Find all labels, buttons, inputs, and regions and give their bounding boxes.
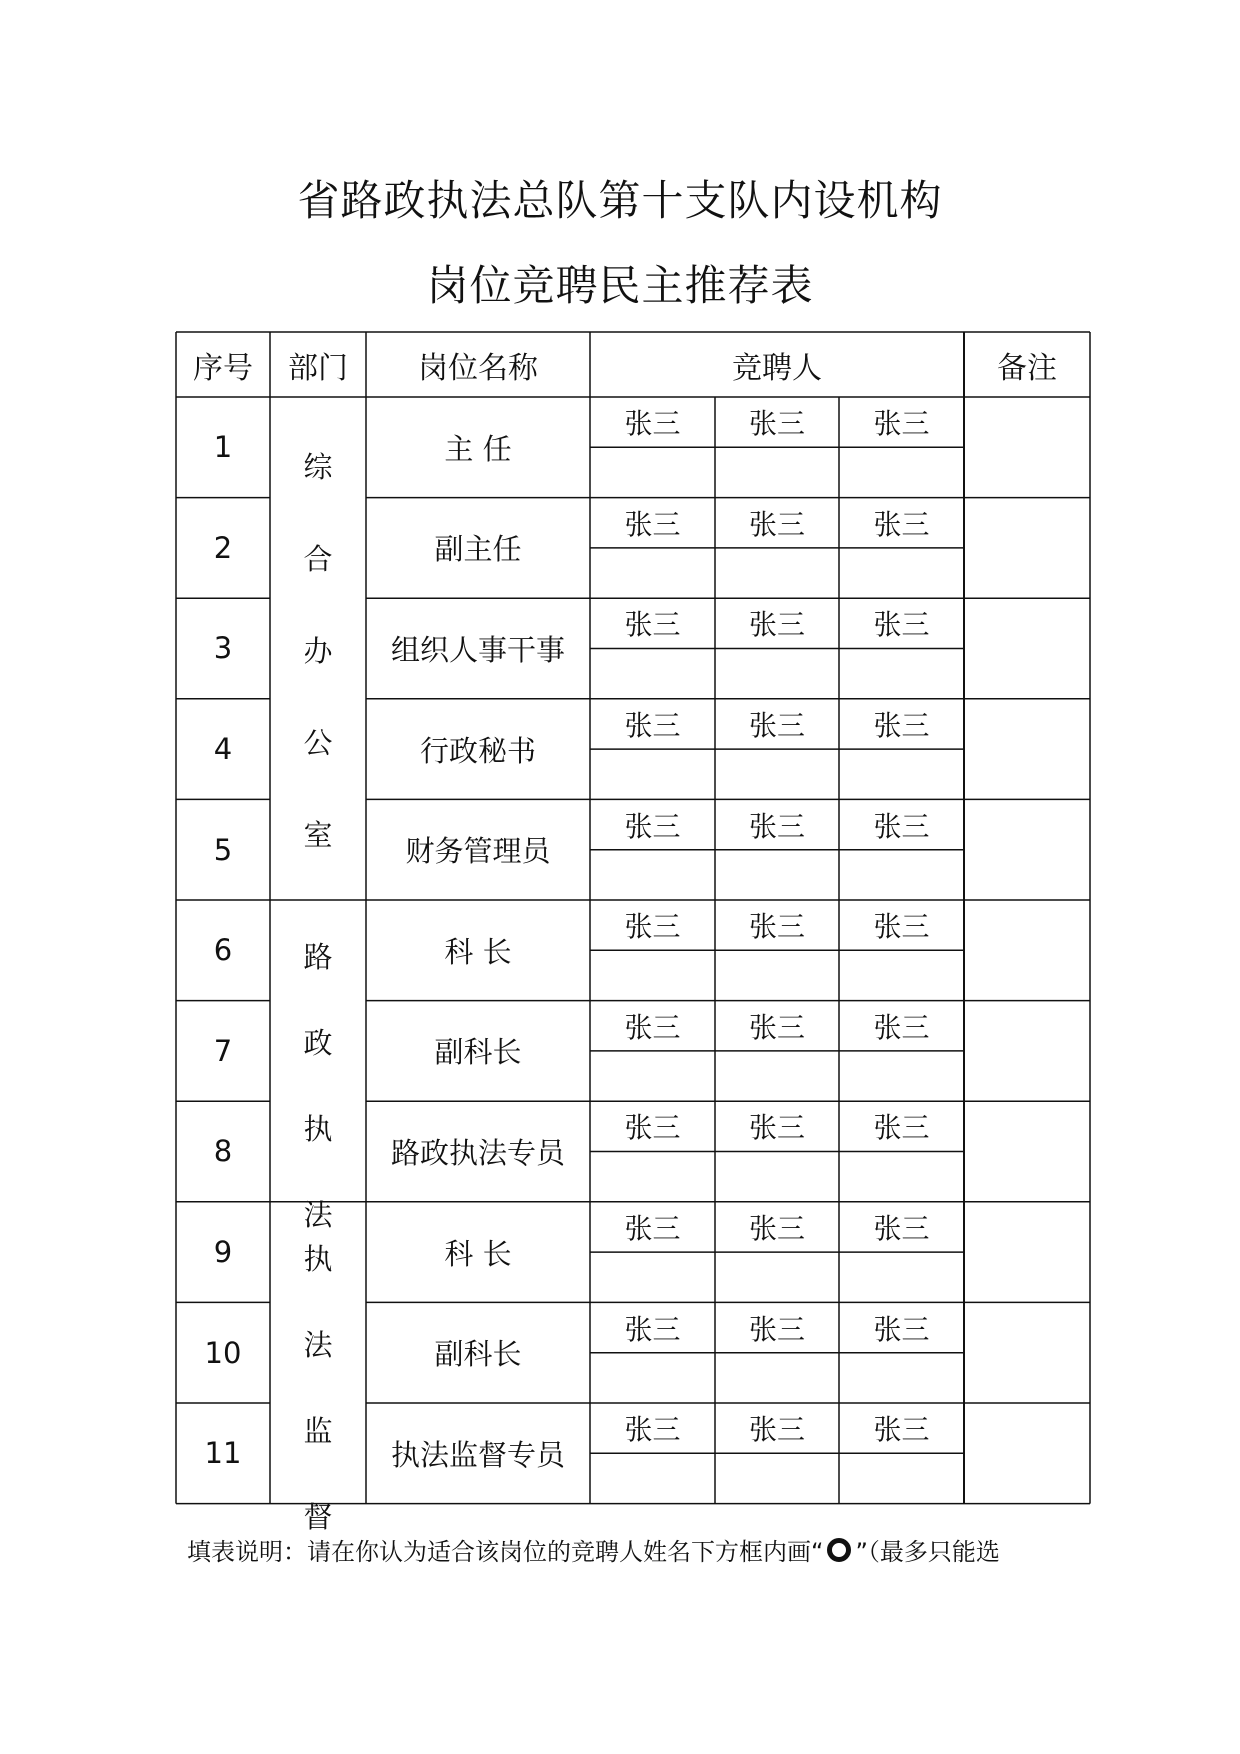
vote-box[interactable] bbox=[715, 1051, 839, 1101]
row-seq: 9 bbox=[213, 1235, 233, 1270]
fill-instructions bbox=[187, 1532, 1000, 1567]
row-post-name: 执法监督专员 bbox=[390, 1437, 565, 1472]
candidate-name: 张三 bbox=[624, 1010, 681, 1044]
row-post-name: 行政秘书 bbox=[419, 733, 536, 768]
row-post-name: 路政执法专员 bbox=[390, 1135, 565, 1170]
candidate-name: 张三 bbox=[624, 1211, 681, 1245]
vote-box[interactable] bbox=[839, 1152, 964, 1202]
vote-box[interactable] bbox=[590, 749, 715, 799]
vote-box[interactable] bbox=[839, 649, 964, 699]
department-char: 路 bbox=[303, 940, 333, 974]
remarks-cell[interactable] bbox=[964, 498, 1090, 599]
vote-box[interactable] bbox=[590, 1152, 715, 1202]
department-char: 法 bbox=[303, 1327, 333, 1362]
remarks-cell[interactable] bbox=[964, 1101, 1090, 1202]
department-char: 公 bbox=[303, 726, 333, 760]
row-post-name: 组织人事干事 bbox=[390, 632, 565, 667]
row-seq: 2 bbox=[213, 530, 233, 565]
department-char: 督 bbox=[303, 1499, 333, 1534]
candidate-name: 张三 bbox=[873, 1413, 930, 1447]
candidate-name: 张三 bbox=[748, 507, 805, 541]
row-seq: 3 bbox=[213, 631, 233, 666]
row-seq: 4 bbox=[213, 732, 233, 767]
vote-box[interactable] bbox=[590, 1353, 715, 1403]
vote-box[interactable] bbox=[715, 1453, 839, 1503]
vote-box[interactable] bbox=[715, 548, 839, 598]
vote-box[interactable] bbox=[715, 950, 839, 1000]
remarks-cell[interactable] bbox=[964, 1403, 1090, 1504]
header-department: 部门 bbox=[288, 350, 348, 386]
row-seq: 11 bbox=[204, 1436, 242, 1471]
candidate-name: 张三 bbox=[748, 1010, 805, 1044]
row-seq: 7 bbox=[213, 1033, 233, 1068]
vote-box[interactable] bbox=[590, 649, 715, 699]
candidate-name: 张三 bbox=[624, 1312, 681, 1346]
vote-box[interactable] bbox=[839, 850, 964, 900]
row-seq: 10 bbox=[204, 1335, 242, 1370]
document-title-line-2: 岗位竞聘民主推荐表 bbox=[426, 261, 814, 310]
document-title-line-1: 省路政执法总队第十支队内设机构 bbox=[297, 176, 943, 225]
department-char: 执 bbox=[303, 1112, 333, 1146]
candidate-name: 张三 bbox=[748, 809, 805, 843]
candidate-name: 张三 bbox=[873, 507, 930, 541]
candidate-name: 张三 bbox=[624, 910, 681, 944]
vote-box[interactable] bbox=[715, 649, 839, 699]
row-post-name: 副科长 bbox=[434, 1035, 522, 1070]
vote-box[interactable] bbox=[590, 950, 715, 1000]
vote-box[interactable] bbox=[715, 749, 839, 799]
candidate-name: 张三 bbox=[873, 1010, 930, 1044]
remarks-cell[interactable] bbox=[964, 1001, 1090, 1102]
remarks-cell[interactable] bbox=[964, 397, 1090, 498]
header-post-name: 岗位名称 bbox=[418, 350, 538, 386]
circle-mark-icon bbox=[827, 1538, 851, 1562]
remarks-cell[interactable] bbox=[964, 900, 1090, 1001]
row-seq: 8 bbox=[213, 1134, 233, 1169]
department-char: 监 bbox=[303, 1413, 333, 1448]
department-char: 综 bbox=[303, 450, 333, 484]
row-seq: 6 bbox=[213, 933, 233, 968]
candidate-name: 张三 bbox=[748, 1111, 805, 1145]
note-suffix: ”（最多只能选 bbox=[855, 1538, 1000, 1566]
vote-box[interactable] bbox=[839, 1252, 964, 1302]
remarks-cell[interactable] bbox=[964, 1202, 1090, 1303]
vote-box[interactable] bbox=[839, 749, 964, 799]
candidate-name: 张三 bbox=[748, 608, 805, 642]
candidate-name: 张三 bbox=[624, 708, 681, 742]
vote-box[interactable] bbox=[839, 1453, 964, 1503]
vote-box[interactable] bbox=[715, 850, 839, 900]
row-seq: 1 bbox=[213, 430, 233, 465]
note-prefix: 填表说明：请在你认为适合该岗位的竞聘人姓名下方框内画“ bbox=[187, 1538, 824, 1566]
remarks-cell[interactable] bbox=[964, 699, 1090, 800]
candidate-name: 张三 bbox=[748, 708, 805, 742]
remarks-cell[interactable] bbox=[964, 598, 1090, 699]
vote-box[interactable] bbox=[590, 1252, 715, 1302]
vote-box[interactable] bbox=[839, 1051, 964, 1101]
candidate-name: 张三 bbox=[873, 809, 930, 843]
vote-box[interactable] bbox=[839, 950, 964, 1000]
row-post-name: 副科长 bbox=[434, 1337, 522, 1372]
vote-box[interactable] bbox=[590, 850, 715, 900]
vote-box[interactable] bbox=[715, 447, 839, 497]
row-seq: 5 bbox=[213, 832, 233, 867]
candidate-name: 张三 bbox=[748, 1312, 805, 1346]
vote-box[interactable] bbox=[590, 548, 715, 598]
candidate-name: 张三 bbox=[748, 910, 805, 944]
header-candidates: 竞聘人 bbox=[732, 350, 822, 386]
department-char: 政 bbox=[303, 1026, 333, 1060]
vote-box[interactable] bbox=[590, 1453, 715, 1503]
candidate-name: 张三 bbox=[873, 1312, 930, 1346]
candidate-name: 张三 bbox=[873, 708, 930, 742]
vote-box[interactable] bbox=[839, 447, 964, 497]
vote-box[interactable] bbox=[590, 447, 715, 497]
remarks-cell[interactable] bbox=[964, 799, 1090, 900]
department-char: 办 bbox=[303, 634, 333, 668]
candidate-name: 张三 bbox=[873, 910, 930, 944]
candidate-name: 张三 bbox=[624, 1111, 681, 1145]
remarks-cell[interactable] bbox=[964, 1302, 1090, 1403]
vote-box[interactable] bbox=[839, 548, 964, 598]
vote-box[interactable] bbox=[839, 1353, 964, 1403]
candidate-name: 张三 bbox=[748, 407, 805, 441]
row-post-name: 主 任 bbox=[444, 431, 512, 466]
vote-box[interactable] bbox=[715, 1353, 839, 1403]
header-seq: 序号 bbox=[193, 350, 253, 386]
vote-box[interactable] bbox=[715, 1152, 839, 1202]
row-post-name: 副主任 bbox=[434, 532, 522, 567]
department-char: 执 bbox=[303, 1241, 333, 1276]
department-char: 室 bbox=[303, 818, 333, 852]
vote-box[interactable] bbox=[715, 1252, 839, 1302]
candidate-name: 张三 bbox=[624, 407, 681, 441]
candidate-name: 张三 bbox=[873, 407, 930, 441]
row-post-name: 科 长 bbox=[444, 1236, 512, 1271]
row-post-name: 财务管理员 bbox=[405, 834, 551, 869]
candidate-name: 张三 bbox=[748, 1413, 805, 1447]
candidate-name: 张三 bbox=[873, 1211, 930, 1245]
candidate-name: 张三 bbox=[748, 1211, 805, 1245]
candidate-name: 张三 bbox=[624, 1413, 681, 1447]
department-char: 法 bbox=[303, 1198, 333, 1232]
candidate-name: 张三 bbox=[624, 507, 681, 541]
department-char: 合 bbox=[303, 542, 333, 576]
candidate-name: 张三 bbox=[624, 608, 681, 642]
candidate-name: 张三 bbox=[624, 809, 681, 843]
candidate-name: 张三 bbox=[873, 1111, 930, 1145]
row-post-name: 科 长 bbox=[444, 934, 512, 969]
header-remarks: 备注 bbox=[997, 350, 1057, 386]
vote-box[interactable] bbox=[590, 1051, 715, 1101]
candidate-name: 张三 bbox=[873, 608, 930, 642]
